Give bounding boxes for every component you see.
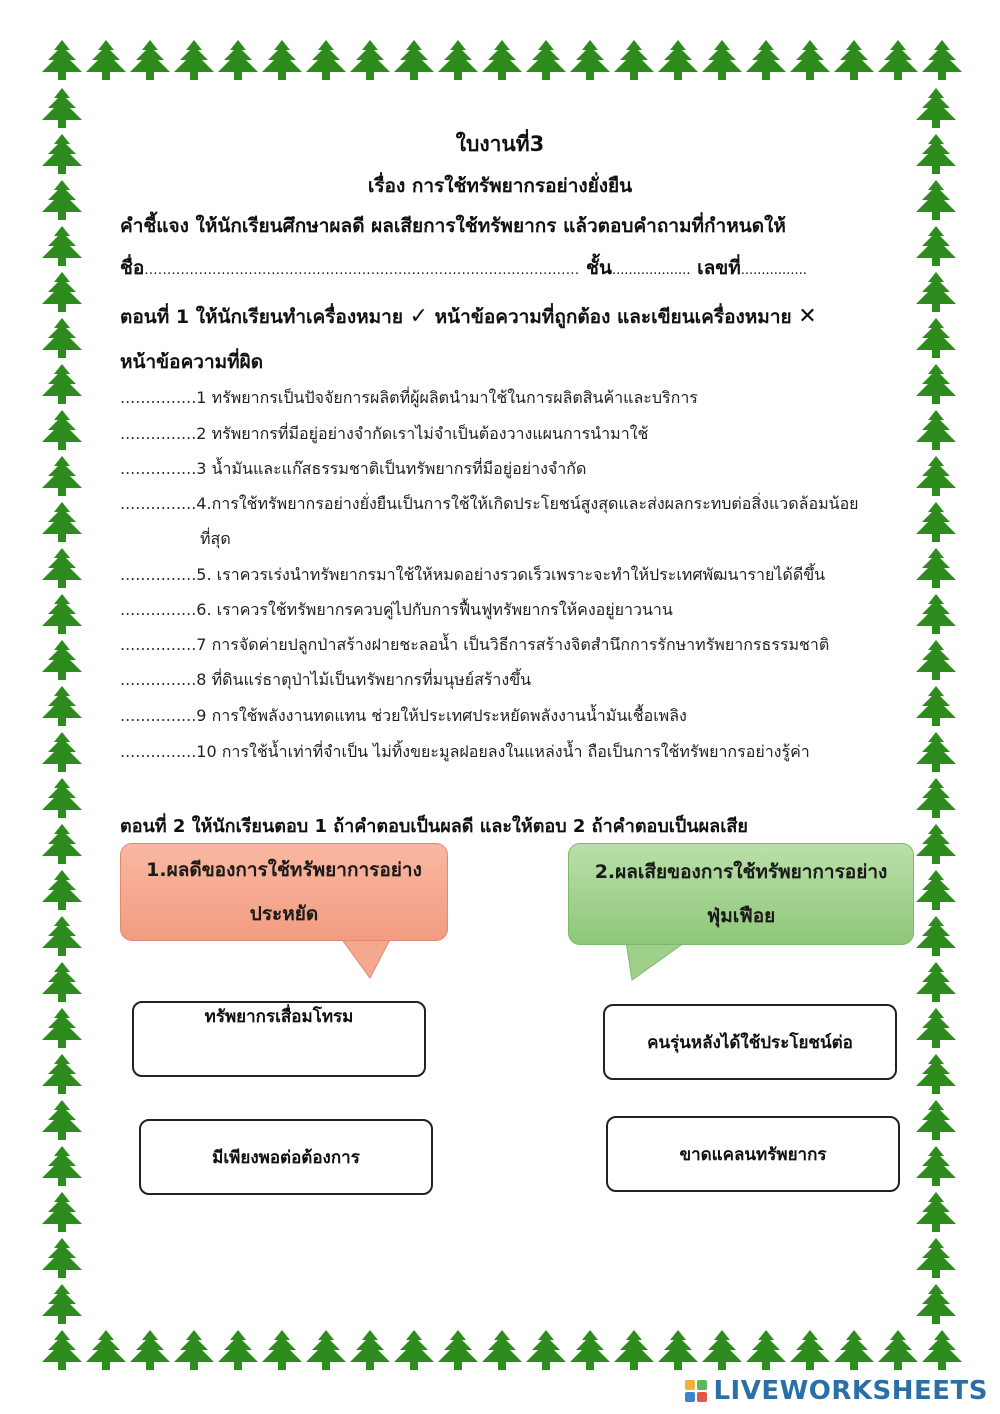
pine-tree-icon xyxy=(40,1284,84,1332)
pine-tree-icon xyxy=(920,40,964,88)
item-text: 9 การใช้พลังงานทดแทน ช่วยให้ประเทศประหยัดพลังงานน้ำมันเชื้อเพลิง xyxy=(196,706,687,725)
pine-tree-icon xyxy=(40,456,84,504)
pine-tree-icon xyxy=(612,40,656,88)
pine-tree-icon xyxy=(914,962,958,1010)
pine-tree-icon xyxy=(920,1330,964,1378)
pine-tree-icon xyxy=(304,1330,348,1378)
pine-tree-icon xyxy=(832,40,876,88)
pine-tree-icon xyxy=(876,40,920,88)
pine-tree-icon xyxy=(40,962,84,1010)
pine-tree-icon xyxy=(40,1192,84,1240)
pine-tree-icon xyxy=(84,40,128,88)
pine-tree-icon xyxy=(914,1284,958,1332)
answer-blank[interactable]: ............... xyxy=(120,494,197,513)
pine-tree-icon xyxy=(40,594,84,642)
pine-tree-icon xyxy=(40,272,84,320)
item-text: 1 ทรัพยากรเป็นปัจจัยการผลิตที่ผู้ผลิตนำมาใช้ในการผลิตสินค้าและบริการ xyxy=(196,388,698,407)
pine-tree-icon xyxy=(914,1192,958,1240)
pine-tree-icon xyxy=(128,40,172,88)
pine-tree-icon xyxy=(914,1100,958,1148)
pine-tree-icon xyxy=(40,640,84,688)
answer-blank[interactable]: ............... xyxy=(120,388,197,407)
pine-tree-icon xyxy=(914,318,958,366)
answer-blank[interactable]: ............... xyxy=(120,459,197,478)
pine-tree-icon xyxy=(40,40,84,88)
check-mark-icon: ✓ xyxy=(409,304,429,329)
list-item xyxy=(120,740,810,765)
pine-tree-icon xyxy=(392,40,436,88)
pine-tree-icon xyxy=(788,1330,832,1378)
bubble-bad-effects xyxy=(568,843,914,945)
class-blank[interactable]: ................... xyxy=(611,263,691,278)
pine-tree-icon xyxy=(172,40,216,88)
pine-tree-icon xyxy=(744,40,788,88)
answer-box-3[interactable]: คนรุ่นหลังได้ใช้ประโยชน์ต่อ xyxy=(603,1004,897,1080)
worksheet-title: ใบงานที่3 xyxy=(455,132,545,156)
pine-tree-icon xyxy=(40,870,84,918)
item-text: 3 น้ำมันและแก๊สธรรมชาติเป็นทรัพยากรที่มีอยู่อย่างจำกัด xyxy=(196,459,587,478)
pine-tree-icon xyxy=(914,548,958,596)
pine-tree-icon xyxy=(656,1330,700,1378)
answer-blank[interactable]: ............... xyxy=(120,565,197,584)
pine-tree-icon xyxy=(612,1330,656,1378)
item-text: 7 การจัดค่ายปลูกป่าสร้างฝายชะลอน้ำ เป็นวิธีการสร้างจิตสำนึกการรักษาทรัพยากรธรรมชาติ xyxy=(196,635,830,654)
answer-box-4[interactable]: ขาดแคลนทรัพยากร xyxy=(606,1116,900,1192)
pine-tree-icon xyxy=(392,1330,436,1378)
part1-heading-b: หน้าข้อความที่ถูกต้อง และเขียนเครื่องหมาย xyxy=(434,306,792,328)
pine-tree-icon xyxy=(914,1238,958,1286)
pine-tree-icon xyxy=(744,1330,788,1378)
list-item xyxy=(120,457,586,482)
pine-tree-icon xyxy=(700,40,744,88)
pine-tree-icon xyxy=(436,1330,480,1378)
pine-tree-icon xyxy=(40,548,84,596)
pine-tree-icon xyxy=(40,732,84,780)
number-label: เลขที่ xyxy=(697,257,741,279)
class-label: ชั้น xyxy=(586,257,612,279)
pine-tree-icon xyxy=(568,1330,612,1378)
item-text: 5. เราควรเร่งนำทรัพยากรมาใช้ให้หมดอย่างรวดเร็วเพราะจะทำให้ประเทศพัฒนารายได้ดีขึ้น xyxy=(196,565,826,584)
pine-tree-icon xyxy=(832,1330,876,1378)
answer-blank[interactable]: ............... xyxy=(120,600,197,619)
answer-blank[interactable]: ............... xyxy=(120,706,197,725)
list-item xyxy=(120,704,687,729)
pine-tree-icon xyxy=(128,1330,172,1378)
pine-tree-icon xyxy=(914,686,958,734)
pine-tree-icon xyxy=(40,318,84,366)
pine-tree-icon xyxy=(40,686,84,734)
pine-tree-icon xyxy=(436,40,480,88)
pine-tree-icon xyxy=(40,1054,84,1102)
pine-tree-icon xyxy=(914,502,958,550)
pine-tree-icon xyxy=(914,824,958,872)
item-text: 4.การใช้ทรัพยากรอย่างยั่งยืนเป็นการใช้ให้เกิดประโยชน์สูงสุดและส่งผลกระทบต่อสิ่งแวดล้อมน้อย xyxy=(196,494,859,513)
pine-tree-icon xyxy=(40,1146,84,1194)
liveworksheets-logo-icon xyxy=(685,1380,707,1402)
liveworksheets-logo xyxy=(685,1376,988,1406)
answer-blank[interactable]: ............... xyxy=(120,742,197,761)
liveworksheets-logo-text: LIVEWORKSHEETS xyxy=(713,1376,988,1406)
answer-box-1[interactable]: ทรัพยากรเสื่อมโทรม xyxy=(132,1001,426,1077)
pine-tree-icon xyxy=(914,410,958,458)
list-item xyxy=(120,563,825,588)
name-blank[interactable]: ................................................................................................ xyxy=(144,263,580,278)
pine-tree-icon xyxy=(40,1330,84,1378)
answer-blank[interactable]: ............... xyxy=(120,670,197,689)
pine-tree-icon xyxy=(876,1330,920,1378)
answer-blank[interactable]: ............... xyxy=(120,424,197,443)
item-text: 8 ที่ดินแร่ธาตุป่าไม้เป็นทรัพยากรที่มนุษย์สร้างขึ้น xyxy=(196,670,532,689)
pine-tree-icon xyxy=(914,456,958,504)
pine-tree-icon xyxy=(914,364,958,412)
pine-tree-icon xyxy=(40,410,84,458)
pine-tree-icon xyxy=(304,40,348,88)
part1-heading-a: ตอนที่ 1 ให้นักเรียนทำเครื่องหมาย xyxy=(120,306,403,328)
list-item xyxy=(120,598,673,623)
bubble-right-line1: 2.ผลเสียของการใช้ทรัพยาการอย่าง xyxy=(594,861,888,883)
pine-tree-icon xyxy=(40,824,84,872)
part1-heading-continued: หน้าข้อความที่ผิด xyxy=(120,351,264,373)
pine-tree-icon xyxy=(216,40,260,88)
pine-tree-icon xyxy=(700,1330,744,1378)
pine-tree-icon xyxy=(84,1330,128,1378)
pine-tree-icon xyxy=(40,226,84,274)
pine-tree-icon xyxy=(914,916,958,964)
pine-tree-icon xyxy=(260,1330,304,1378)
pine-tree-icon xyxy=(480,40,524,88)
pine-tree-icon xyxy=(524,1330,568,1378)
item-4-continuation: ที่สุด xyxy=(200,529,231,548)
list-item xyxy=(120,386,698,411)
pine-tree-icon xyxy=(172,1330,216,1378)
part2-heading: ตอนที่ 2 ให้นักเรียนตอบ 1 ถ้าคำตอบเป็นผลดี และให้ตอบ 2 ถ้าคำตอบเป็นผลเสีย xyxy=(120,816,748,837)
list-item xyxy=(120,492,859,517)
pine-tree-icon xyxy=(914,778,958,826)
pine-tree-icon xyxy=(914,1054,958,1102)
pine-tree-icon xyxy=(914,594,958,642)
pine-tree-icon xyxy=(914,732,958,780)
pine-tree-icon xyxy=(568,40,612,88)
pine-tree-icon xyxy=(40,502,84,550)
pine-tree-icon xyxy=(40,1100,84,1148)
pine-tree-icon xyxy=(40,778,84,826)
item-text: 6. เราควรใช้ทรัพยากรควบคู่ไปกับการฟื้นฟูทรัพยากรให้คงอยู่ยาวนาน xyxy=(196,600,673,619)
item-text: 2 ทรัพยากรที่มีอยู่อย่างจำกัดเราไม่จำเป็นต้องวางแผนการนำมาใช้ xyxy=(196,424,649,443)
pine-tree-icon xyxy=(914,272,958,320)
pine-tree-icon xyxy=(914,1008,958,1056)
bubble-left-line2: ประหยัด xyxy=(249,903,319,925)
list-item xyxy=(120,668,531,693)
bubble-left-line1: 1.ผลดีของการใช้ทรัพยาการอย่าง xyxy=(146,859,422,881)
pine-tree-icon xyxy=(914,870,958,918)
pine-tree-icon xyxy=(788,40,832,88)
pine-tree-icon xyxy=(914,640,958,688)
cross-mark-icon: ✕ xyxy=(798,304,817,329)
instruction-text: คำชี้แจง ให้นักเรียนศึกษาผลดี ผลเสียการใช้ทรัพยากร แล้วตอบคำถามที่กำหนดให้ xyxy=(120,215,786,237)
answer-box-2[interactable]: มีเพียงพอต่อต้องการ xyxy=(139,1119,433,1195)
pine-tree-icon xyxy=(40,916,84,964)
answer-blank[interactable]: ............... xyxy=(120,635,197,654)
pine-tree-icon xyxy=(480,1330,524,1378)
pine-tree-icon xyxy=(656,40,700,88)
number-blank[interactable]: ................ xyxy=(740,263,807,278)
list-item xyxy=(120,422,648,447)
list-item xyxy=(120,633,829,658)
name-label: ชื่อ xyxy=(120,257,145,279)
worksheet-subject: เรื่อง การใช้ทรัพยากรอย่างยั่งยืน xyxy=(367,175,633,197)
pine-tree-icon xyxy=(914,1146,958,1194)
pine-tree-icon xyxy=(40,1008,84,1056)
item-text: 10 การใช้น้ำเท่าที่จำเป็น ไม่ทิ้งขยะมูลฝอยลงในแหล่งน้ำ ถือเป็นการใช้ทรัพยากรอย่างรู้ค่า xyxy=(196,742,810,761)
pine-tree-icon xyxy=(348,40,392,88)
pine-tree-icon xyxy=(348,1330,392,1378)
pine-tree-icon xyxy=(914,226,958,274)
bubble-good-effects xyxy=(120,843,448,941)
pine-tree-icon xyxy=(40,364,84,412)
pine-tree-icon xyxy=(216,1330,260,1378)
pine-tree-icon xyxy=(260,40,304,88)
pine-tree-icon xyxy=(524,40,568,88)
student-info-line xyxy=(120,253,807,283)
bubble-right-line2: ฟุ่มเฟือย xyxy=(706,905,776,927)
pine-tree-icon xyxy=(40,1238,84,1286)
part1-heading xyxy=(120,302,817,332)
